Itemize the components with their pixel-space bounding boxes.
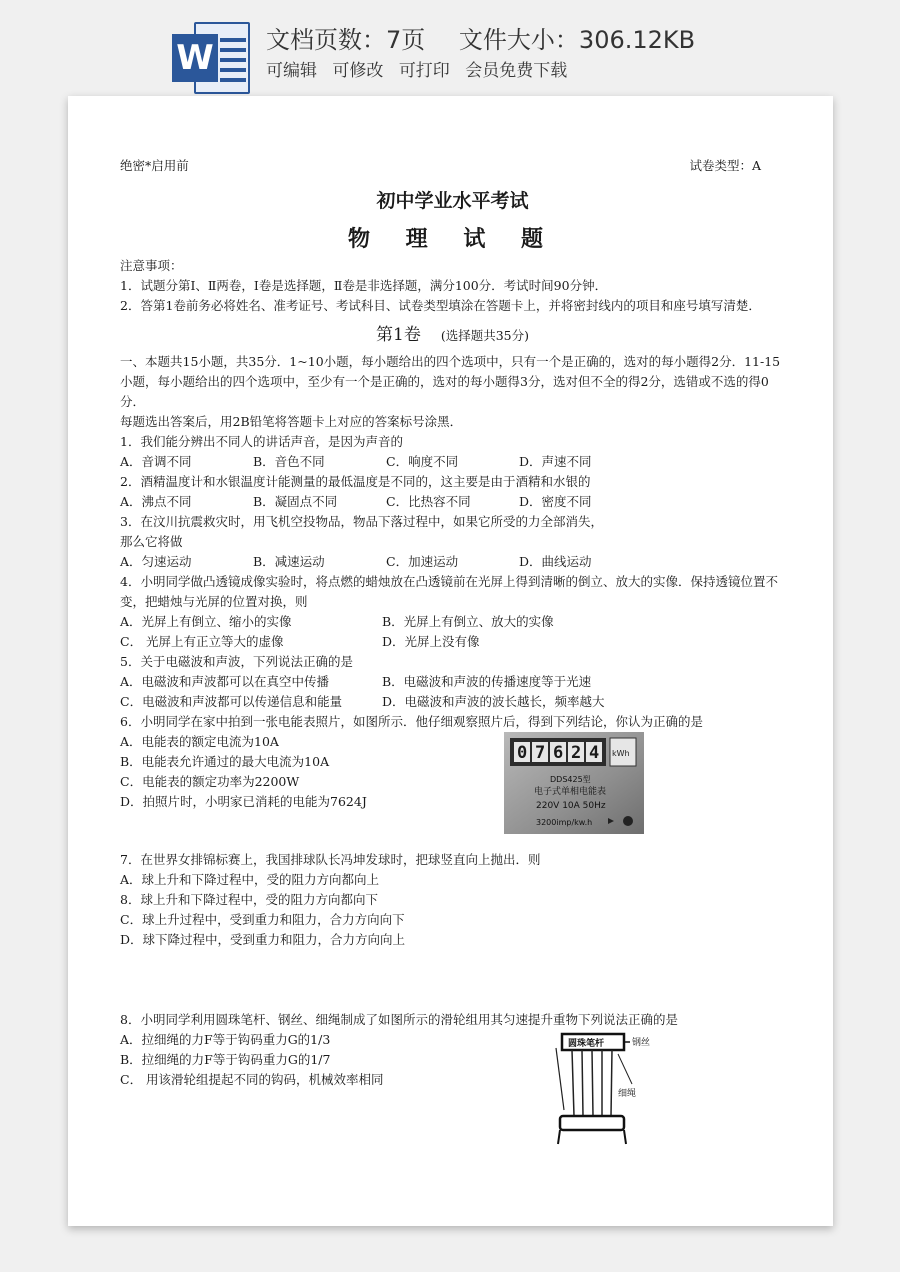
option: D．球下降过程中，受到重力和阻力，合力方向向上 xyxy=(120,932,406,947)
option: A．音调不同 xyxy=(120,454,192,469)
word-document-icon xyxy=(172,22,252,96)
option: D．电磁波和声波的波长越长，频率越大 xyxy=(382,694,605,709)
pen-shaft-label: 圆珠笔杆 xyxy=(568,1039,605,1049)
question-4-options-row1 xyxy=(120,612,785,632)
option: C．球上升过程中，受到重力和阻力，合力方向向下 xyxy=(120,912,405,927)
option: A．球上升和下降过程中，受的阻力方向都向上 xyxy=(120,872,380,887)
meter-digit: 7 xyxy=(535,743,546,763)
subject-title: 物 理 试 题 xyxy=(348,226,557,252)
option: C．响度不同 xyxy=(386,454,459,469)
question-2-options xyxy=(120,492,785,512)
question-5-options-row1 xyxy=(120,672,785,692)
exam-paper xyxy=(68,96,833,1226)
exam-title: 初中学业水平考试 xyxy=(376,190,529,212)
option: D．曲线运动 xyxy=(519,554,592,569)
option: D．光屏上没有像 xyxy=(382,634,480,649)
option: C．加速运动 xyxy=(386,554,459,569)
option: A．沸点不同 xyxy=(120,494,192,509)
option: C．电能表的额定功率为2200W xyxy=(120,774,300,789)
word-letter: W xyxy=(172,34,218,82)
question-8-stem: 8．小明同学利用圆珠笔杆、钢丝、细绳制成了如图所示的滑轮组用其匀速提升重物下列说法正确的是 xyxy=(120,1012,678,1027)
feature-printable: 可打印 xyxy=(398,61,450,81)
note-2: 2．答第1卷前务必将姓名、准考证号、考试科目、试卷类型填涂在答题卡上，并将密封线内的项目和座号填写清楚． xyxy=(120,298,761,313)
option: A．拉细绳的力F等于钩码重力G的1/3 xyxy=(120,1032,331,1047)
paper-type: 试卷类型：A xyxy=(689,158,761,173)
meter-indicator-light xyxy=(623,816,633,826)
meter-name: 电子式单相电能表 xyxy=(534,787,607,797)
option: B．光屏上有倒立、放大的实像 xyxy=(382,614,554,629)
question-3-stem-cont: 那么它将做 xyxy=(120,534,183,549)
option: C． 光屏上有正立等大的虚像 xyxy=(120,634,284,649)
question-4-options-row2 xyxy=(120,632,785,652)
question-4-stem: 4．小明同学做凸透镜成像实验时，将点燃的蜡烛放在凸透镜前在光屏上得到清晰的倒立、放大的实像．保持透镜位置不变，把蜡烛与光屏的位置对换，则 xyxy=(120,574,778,609)
question-6-stem: 6．小明同学在家中拍到一张电能表照片，如图所示．他仔细观察照片后，得到下列结论，你认为正确的是 xyxy=(120,714,703,729)
pen-shaft-bottom xyxy=(560,1116,624,1130)
option: C．电磁波和声波都可以传递信息和能量 xyxy=(120,694,343,709)
file-size: 文件大小：306.12KB xyxy=(458,26,696,54)
meter-unit: kWh xyxy=(612,749,630,758)
question-3-stem: 3．在汶川抗震救灾时，用飞机空投物品，物品下落过程中，如果它所受的力全部消失， xyxy=(120,514,603,529)
pull-rope xyxy=(556,1048,564,1110)
question-3-options xyxy=(120,552,785,572)
question-1-options xyxy=(120,452,785,472)
option: D．声速不同 xyxy=(519,454,592,469)
section-name: 第1卷 xyxy=(376,325,421,345)
feature-editable: 可编辑 xyxy=(266,61,317,81)
option: 8．球上升和下降过程中，受的阻力方向都向下 xyxy=(120,892,378,907)
option: D．密度不同 xyxy=(519,494,592,509)
question-8-body xyxy=(120,1030,785,1099)
question-1-stem: 1．我们能分辨出不同人的讲话声音，是因为声音的 xyxy=(120,434,403,449)
option: B．拉细绳的力F等于钩码重力G的1/7 xyxy=(120,1052,331,1067)
section-subtitle: (选择题共35分) xyxy=(440,328,529,343)
feature-member-download[interactable]: 会员免费下载 xyxy=(465,61,568,81)
meter-digit: 6 xyxy=(553,743,564,763)
rope-label: 细绳 xyxy=(618,1089,637,1099)
question-6-body xyxy=(120,732,785,850)
option: B．音色不同 xyxy=(253,454,325,469)
option: A．光屏上有倒立、缩小的实像 xyxy=(120,614,292,629)
paper-content xyxy=(120,156,785,1099)
question-2-stem: 2．酒精温度计和水银温度计能测量的最低温度是不同的，这主要是由于酒精和水银的 xyxy=(120,474,591,489)
option: D．拍照片时，小明家已消耗的电能为7624J xyxy=(120,794,367,809)
instruction-1: 一、本题共15小题，共35分．1~10小题，每小题给出的四个选项中，只有一个是正确的，选对的每小题得2分．11-15小题，每小题给出的四个选项中，至少有一个是正确的，选对的每小题得3分，选对但不全的得2分，选错或不选的得0分． xyxy=(120,354,781,409)
section-title xyxy=(120,322,785,348)
steel-wire-label: 钢丝 xyxy=(632,1038,651,1048)
option: C．比热容不同 xyxy=(386,494,471,509)
notes-heading: 注意事项： xyxy=(120,258,183,273)
page-count: 文档页数：7页 xyxy=(266,26,426,54)
pulley-diagram xyxy=(550,1030,670,1148)
option: B．凝固点不同 xyxy=(253,494,338,509)
instruction-2: 每题选出答案后，用2B铅笔将答题卡上对应的答案标号涂黑． xyxy=(120,414,463,429)
paper-meta xyxy=(120,156,785,176)
meter-digit: 4 xyxy=(589,743,600,763)
question-7-stem: 7．在世界女排锦标赛上，我国排球队长冯坤发球时，把球竖直向上抛出．则 xyxy=(120,852,541,867)
download-banner xyxy=(0,0,900,96)
question-5-stem: 5．关于电磁波和声波，下列说法正确的是 xyxy=(120,654,353,669)
meter-digit: 2 xyxy=(571,743,582,763)
question-5-options-row2 xyxy=(120,692,785,712)
meter-constant: 3200imp/kw.h xyxy=(536,818,593,827)
meter-spec: 220V 10A 50Hz xyxy=(536,801,606,811)
option: B．减速运动 xyxy=(253,554,325,569)
option: A．匀速运动 xyxy=(120,554,192,569)
feature-list xyxy=(266,56,567,81)
confidential-label: 绝密*启用前 xyxy=(120,158,189,173)
option: A．电磁波和声波都可以在真空中传播 xyxy=(120,674,330,689)
feature-modifiable: 可修改 xyxy=(332,61,384,81)
meter-model: DDS425型 xyxy=(550,775,591,784)
note-1: 1．试题分第Ⅰ、Ⅱ两卷，Ⅰ卷是选择题，Ⅱ卷是非选择题，满分100分．考试时间90分钟． xyxy=(120,278,608,293)
electric-meter-photo xyxy=(504,732,644,834)
banner-title xyxy=(266,20,695,55)
meter-digit: 0 xyxy=(517,743,528,763)
option: C． 用该滑轮组提起不同的钩码，机械效率相同 xyxy=(120,1072,384,1087)
option: B．电能表允许通过的最大电流为10A xyxy=(120,754,330,769)
option: B．电磁波和声波的传播速度等于光速 xyxy=(382,674,592,689)
option: A．电能表的额定电流为10A xyxy=(120,734,279,749)
